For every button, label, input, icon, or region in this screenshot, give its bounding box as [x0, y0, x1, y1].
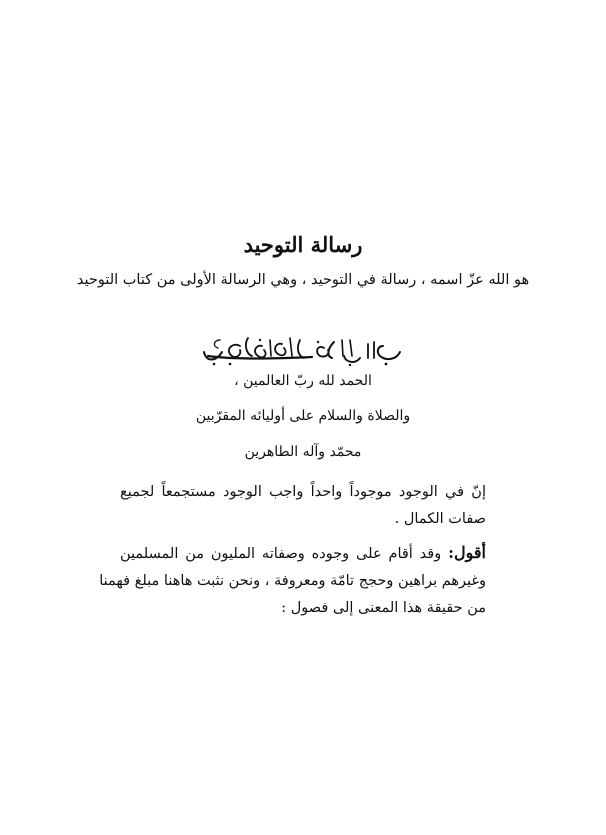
paragraph-2-line [120, 539, 486, 568]
invocation-line-2: والصلاة والسلام على أوليائه المقرّبين [195, 408, 411, 424]
treatise-title: رسالة التوحيد [243, 232, 363, 257]
paragraph-1-line: صفات الكمال . [394, 511, 486, 527]
invocation-line-3: محمّد وآله الطاهرين [244, 444, 362, 460]
paragraph-1 [120, 479, 486, 533]
paragraph-2-line: من حقيقة هذا المعنى إلى فصول : [281, 600, 486, 616]
paragraph-2 [99, 539, 486, 622]
basmala-calligraphy [200, 334, 406, 368]
invocation-line-1: الحمد لله ربّ العالمين ، [234, 373, 372, 389]
lead-word: أقول: [448, 543, 486, 562]
paragraph-2-line-1-text: وقد أقام على وجوده وصفاته المليون من المسلمين [120, 546, 449, 562]
paragraph-1-line: إنّ في الوجود موجوداً واحداً واجب الوجود مستجمعاً لجميع [120, 484, 486, 500]
paragraph-2-line: وغيرهم براهين وحجج تامّة ومعروفة ، ونحن نثبت هاهنا مبلغ فهمنا [99, 573, 486, 589]
treatise-subtitle: هو الله عزّ اسمه ، رسالة في التوحيد ، وهي الرسالة الأولى من كتاب التوحيد [76, 272, 530, 288]
